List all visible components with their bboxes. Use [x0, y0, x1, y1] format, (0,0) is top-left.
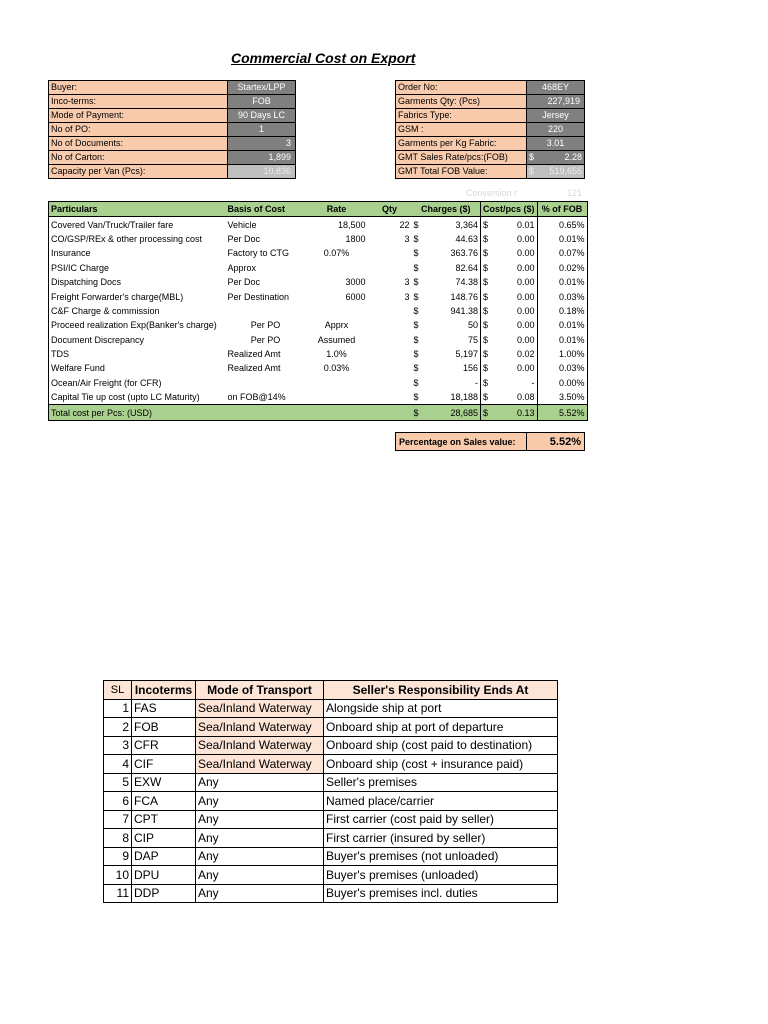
- currency-symbol: $: [413, 320, 419, 331]
- incoterm-responsibility: Seller's premises: [324, 773, 558, 792]
- cost-qty: [368, 318, 412, 332]
- info-label: GMT Total FOB Value:: [396, 165, 527, 179]
- cost-row: [49, 318, 588, 332]
- incoterm-sl: 4: [104, 755, 132, 774]
- cost-per-pcs: 0.00: [490, 304, 537, 318]
- incoterm-sl: 9: [104, 847, 132, 866]
- cost-charges: 148.76: [450, 291, 479, 302]
- currency-symbol: $: [412, 405, 421, 420]
- cost-basis: Per Destination: [227, 291, 290, 302]
- total-cost-pcs: 0.13: [490, 405, 537, 420]
- incoterm-responsibility: First carrier (cost paid by seller): [324, 810, 558, 829]
- cost-per-pcs: 0.01: [490, 217, 537, 232]
- info-row: [396, 137, 585, 151]
- info-row: [396, 165, 585, 179]
- cost-qty: [368, 246, 412, 260]
- info-label: Order No:: [396, 81, 527, 95]
- cost-rate: Apprx: [324, 320, 349, 331]
- cost-pct-fob: 0.00%: [537, 376, 587, 390]
- cost-rate: [306, 304, 368, 318]
- info-row: [49, 123, 296, 137]
- conversion-rate-value: 121: [567, 188, 583, 198]
- info-label: GMT Sales Rate/pcs:(FOB): [396, 151, 527, 165]
- currency-symbol: $: [413, 248, 419, 259]
- cost-rate: 3000: [345, 277, 366, 288]
- incoterm-mode: Sea/Inland Waterway: [196, 736, 324, 755]
- incoterm-responsibility: Buyer's premises incl. duties: [324, 884, 558, 903]
- incoterm-code: FCA: [132, 792, 196, 811]
- cost-particular: Document Discrepancy: [49, 333, 226, 347]
- info-value: FOB: [228, 95, 296, 109]
- col-qty: Qty: [368, 202, 412, 217]
- cost-row: [49, 217, 588, 232]
- cost-particular: Proceed realization Exp(Banker's charge): [49, 318, 226, 332]
- incoterm-sl: 11: [104, 884, 132, 903]
- incoterm-row: [104, 792, 558, 811]
- col-charges: Charges ($): [412, 202, 481, 217]
- cost-qty: [368, 261, 412, 275]
- info-row: [49, 165, 296, 179]
- incoterm-row: [104, 829, 558, 848]
- cost-per-pcs: 0.00: [490, 261, 537, 275]
- incoterms-header: [104, 681, 558, 700]
- cost-particular: TDS: [49, 347, 226, 361]
- col-pct-fob: % of FOB: [537, 202, 587, 217]
- cost-qty: [368, 304, 412, 318]
- total-row: [49, 405, 588, 420]
- incoterm-row: [104, 847, 558, 866]
- incoterm-mode: Sea/Inland Waterway: [196, 718, 324, 737]
- incoterm-mode: Sea/Inland Waterway: [196, 699, 324, 718]
- cost-particular: CO/GSP/REx & other processing cost: [49, 232, 226, 246]
- cost-charges: 5,197: [455, 349, 479, 360]
- cost-basis: Realized Amt: [227, 363, 281, 374]
- incoterm-code: DDP: [132, 884, 196, 903]
- incoterm-mode: Sea/Inland Waterway: [196, 755, 324, 774]
- currency-symbol: $: [481, 232, 491, 246]
- incoterm-code: EXW: [132, 773, 196, 792]
- info-row: [396, 81, 585, 95]
- cost-particular: Covered Van/Truck/Trailer fare: [49, 217, 226, 232]
- incoterm-row: [104, 866, 558, 885]
- cost-row: [49, 361, 588, 375]
- info-value: 227,919: [527, 95, 585, 109]
- info-row: [396, 109, 585, 123]
- cost-qty: [368, 347, 412, 361]
- cost-pct-fob: 0.03%: [537, 361, 587, 375]
- info-row: [49, 109, 296, 123]
- cost-rate: 0.03%: [323, 363, 350, 374]
- incoterm-sl: 10: [104, 866, 132, 885]
- incoterm-row: [104, 773, 558, 792]
- cost-pct-fob: 0.01%: [537, 333, 587, 347]
- cost-per-pcs: 0.00: [490, 275, 537, 289]
- incoterm-responsibility: Onboard ship (cost + insurance paid): [324, 755, 558, 774]
- info-row: [396, 95, 585, 109]
- cost-rate: 6000: [345, 291, 366, 302]
- incoterm-sl: 6: [104, 792, 132, 811]
- currency-symbol: $: [413, 363, 419, 374]
- cost-rate: 0.07%: [323, 248, 350, 259]
- cost-row: [49, 289, 588, 303]
- incoterm-sl: 1: [104, 699, 132, 718]
- cost-charges: 18,188: [450, 392, 479, 403]
- incoterm-responsibility: Alongside ship at port: [324, 699, 558, 718]
- col-seller-responsibility: Seller's Responsibility Ends At: [324, 681, 558, 700]
- incoterm-code: DPU: [132, 866, 196, 885]
- info-label: No of Documents:: [49, 137, 228, 151]
- incoterm-sl: 2: [104, 718, 132, 737]
- cost-charges: 50: [468, 320, 479, 331]
- cost-charges: 82.64: [455, 262, 479, 273]
- currency-symbol: $: [481, 217, 491, 232]
- info-value: 468EY: [527, 81, 585, 95]
- cost-per-pcs: -: [490, 376, 537, 390]
- info-value: 3: [228, 137, 296, 151]
- info-value: 1: [228, 123, 296, 137]
- info-value: [527, 151, 585, 165]
- info-label: GSM :: [396, 123, 527, 137]
- incoterm-row: [104, 810, 558, 829]
- cost-row: [49, 304, 588, 318]
- cost-particular: C&F Charge & commission: [49, 304, 226, 318]
- percentage-on-sales-label: Percentage on Sales value:: [396, 433, 527, 451]
- incoterm-code: FAS: [132, 699, 196, 718]
- cost-basis: Per PO: [250, 320, 281, 331]
- cost-basis: [226, 304, 306, 318]
- incoterm-mode: Any: [196, 884, 324, 903]
- cost-row: [49, 390, 588, 405]
- cost-particular: Capital Tie up cost (upto LC Maturity): [49, 390, 226, 405]
- cost-row: [49, 333, 588, 347]
- cost-basis: Per PO: [250, 334, 281, 345]
- incoterm-code: CPT: [132, 810, 196, 829]
- cost-per-pcs: 0.00: [490, 333, 537, 347]
- incoterm-row: [104, 884, 558, 903]
- info-value: 220: [527, 123, 585, 137]
- cost-pct-fob: 3.50%: [537, 390, 587, 405]
- info-value: 1,899: [228, 151, 296, 165]
- currency-symbol: $: [413, 377, 419, 388]
- order-info-right: [395, 80, 585, 179]
- cost-basis: Factory to CTG: [227, 248, 290, 259]
- cost-particular: Welfare Fund: [49, 361, 226, 375]
- cost-per-pcs: 0.00: [490, 232, 537, 246]
- currency-symbol: $: [413, 349, 419, 360]
- info-row: [49, 95, 296, 109]
- info-label: Garments per Kg Fabric:: [396, 137, 527, 151]
- cost-row: [49, 232, 588, 246]
- cost-per-pcs: 0.02: [490, 347, 537, 361]
- cost-pct-fob: 0.02%: [537, 261, 587, 275]
- cost-rate: 1800: [345, 233, 366, 244]
- cost-row: [49, 261, 588, 275]
- cost-basis: Per Doc: [227, 277, 261, 288]
- incoterm-responsibility: First carrier (insured by seller): [324, 829, 558, 848]
- incoterm-responsibility: Buyer's premises (not unloaded): [324, 847, 558, 866]
- incoterm-mode: Any: [196, 810, 324, 829]
- conversion-rate-label: Conversion r: [466, 188, 518, 198]
- cost-basis: Realized Amt: [227, 349, 281, 360]
- cost-qty: [368, 333, 412, 347]
- info-row: [396, 123, 585, 137]
- currency-symbol: $: [481, 261, 491, 275]
- col-basis: Basis of Cost: [226, 202, 306, 217]
- cost-basis: Vehicle: [227, 219, 257, 230]
- info-label: Garments Qty: (Pcs): [396, 95, 527, 109]
- cost-basis: Approx: [227, 262, 257, 273]
- incoterm-responsibility: Buyer's premises (unloaded): [324, 866, 558, 885]
- info-value: [527, 165, 585, 179]
- cost-basis: on FOB@14%: [227, 392, 286, 403]
- cost-pct-fob: 1.00%: [537, 347, 587, 361]
- info-label: Fabrics Type:: [396, 109, 527, 123]
- cost-rate: [306, 390, 368, 405]
- cost-charges: -: [475, 377, 479, 388]
- cost-table-header: [49, 202, 588, 217]
- cost-per-pcs: 0.08: [490, 390, 537, 405]
- total-label: Total cost per Pcs: (USD): [49, 405, 412, 420]
- cost-basis: Per Doc: [227, 233, 261, 244]
- currency-symbol: $: [529, 166, 535, 176]
- info-row: [396, 151, 585, 165]
- cost-pct-fob: 0.65%: [537, 217, 587, 232]
- col-cost-pcs: Cost/pcs ($): [481, 202, 538, 217]
- currency-symbol: $: [413, 392, 419, 403]
- cost-particular: Freight Forwarder's charge(MBL): [49, 289, 226, 303]
- info-row: [49, 137, 296, 151]
- info-row: [49, 151, 296, 165]
- info-value: 90 Days LC: [228, 109, 296, 123]
- cost-qty: 3: [404, 233, 410, 244]
- col-incoterms: Incoterms: [132, 681, 196, 700]
- cost-pct-fob: 0.01%: [537, 318, 587, 332]
- incoterm-mode: Any: [196, 829, 324, 848]
- cost-charges: 363.76: [450, 248, 479, 259]
- cost-qty: [368, 390, 412, 405]
- currency-symbol: $: [481, 361, 491, 375]
- total-charges: 28,685: [421, 405, 481, 420]
- sheet-title: Commercial Cost on Export: [231, 50, 416, 66]
- incoterm-mode: Any: [196, 773, 324, 792]
- info-label: Mode of Payment:: [49, 109, 228, 123]
- cost-qty: 3: [404, 277, 410, 288]
- cost-pct-fob: 0.01%: [537, 232, 587, 246]
- info-value: 3.01: [527, 137, 585, 151]
- currency-symbol: $: [481, 405, 491, 420]
- currency-symbol: $: [481, 347, 491, 361]
- info-value: 10,836: [228, 165, 296, 179]
- currency-symbol: $: [481, 390, 491, 405]
- cost-basis: [226, 376, 306, 390]
- incoterm-responsibility: Named place/carrier: [324, 792, 558, 811]
- incoterm-mode: Any: [196, 847, 324, 866]
- cost-per-pcs: 0.00: [490, 289, 537, 303]
- currency-symbol: $: [529, 152, 535, 162]
- cost-charges: 941.38: [450, 305, 479, 316]
- incoterm-mode: Any: [196, 792, 324, 811]
- incoterms-table: [103, 680, 558, 903]
- incoterm-sl: 5: [104, 773, 132, 792]
- cost-qty: 3: [404, 291, 410, 302]
- info-label: Inco-terms:: [49, 95, 228, 109]
- info-amount: 2.28: [564, 152, 582, 162]
- currency-symbol: $: [481, 318, 491, 332]
- order-info-left: [48, 80, 296, 179]
- incoterm-code: FOB: [132, 718, 196, 737]
- currency-symbol: $: [413, 262, 419, 273]
- info-label: Buyer:: [49, 81, 228, 95]
- currency-symbol: $: [413, 219, 419, 230]
- col-particulars: Particulars: [49, 202, 226, 217]
- currency-symbol: $: [413, 334, 419, 345]
- incoterm-sl: 7: [104, 810, 132, 829]
- cost-rate: [306, 376, 368, 390]
- incoterm-mode: Any: [196, 866, 324, 885]
- incoterm-responsibility: Onboard ship (cost paid to destination): [324, 736, 558, 755]
- cost-pct-fob: 0.18%: [537, 304, 587, 318]
- cost-charges: 156: [462, 363, 479, 374]
- cost-row: [49, 347, 588, 361]
- total-pct-fob: 5.52%: [537, 405, 587, 420]
- cost-particular: PSI/IC Charge: [49, 261, 226, 275]
- cost-row: [49, 376, 588, 390]
- cost-row: [49, 275, 588, 289]
- info-value: Startex/LPP: [228, 81, 296, 95]
- currency-symbol: $: [481, 333, 491, 347]
- incoterm-row: [104, 736, 558, 755]
- cost-particular: Ocean/Air Freight (for CFR): [49, 376, 226, 390]
- cost-charges: 74.38: [455, 277, 479, 288]
- incoterm-sl: 3: [104, 736, 132, 755]
- incoterm-row: [104, 718, 558, 737]
- incoterm-code: CFR: [132, 736, 196, 755]
- currency-symbol: $: [413, 233, 419, 244]
- incoterm-responsibility: Onboard ship at port of departure: [324, 718, 558, 737]
- currency-symbol: $: [481, 246, 491, 260]
- incoterm-sl: 8: [104, 829, 132, 848]
- currency-symbol: $: [413, 277, 419, 288]
- cost-particular: Insurance: [49, 246, 226, 260]
- col-rate: Rate: [306, 202, 368, 217]
- cost-rate: 18,500: [337, 219, 366, 230]
- info-row: [49, 81, 296, 95]
- cost-pct-fob: 0.07%: [537, 246, 587, 260]
- cost-rate: 1.0%: [326, 349, 347, 360]
- cost-row: [49, 246, 588, 260]
- col-mode: Mode of Transport: [196, 681, 324, 700]
- info-label: No of PO:: [49, 123, 228, 137]
- currency-symbol: $: [481, 289, 491, 303]
- cost-qty: [368, 376, 412, 390]
- percentage-on-sales-value: 5.52%: [527, 433, 585, 451]
- cost-charges: 44.63: [455, 233, 479, 244]
- cost-pct-fob: 0.01%: [537, 275, 587, 289]
- cost-rate: [306, 261, 368, 275]
- info-label: Capacity per Van (Pcs):: [49, 165, 228, 179]
- incoterm-code: DAP: [132, 847, 196, 866]
- cost-per-pcs: 0.00: [490, 318, 537, 332]
- incoterm-code: CIF: [132, 755, 196, 774]
- info-value: Jersey: [527, 109, 585, 123]
- cost-charges: 75: [468, 334, 479, 345]
- cost-qty: [368, 361, 412, 375]
- cost-per-pcs: 0.00: [490, 246, 537, 260]
- currency-symbol: $: [481, 376, 491, 390]
- cost-rate: Assumed: [317, 334, 356, 345]
- incoterm-row: [104, 699, 558, 718]
- percentage-on-sales-box: [395, 432, 585, 451]
- currency-symbol: $: [481, 304, 491, 318]
- cost-pct-fob: 0.03%: [537, 289, 587, 303]
- cost-qty: 22: [399, 219, 410, 230]
- cost-per-pcs: 0.00: [490, 361, 537, 375]
- col-sl: SL: [104, 681, 132, 700]
- cost-charges: 3,364: [455, 219, 479, 230]
- info-label: No of Carton:: [49, 151, 228, 165]
- currency-symbol: $: [481, 275, 491, 289]
- cost-particular: Dispatching Docs: [49, 275, 226, 289]
- incoterm-code: CIP: [132, 829, 196, 848]
- info-amount: 519,655: [549, 166, 582, 176]
- currency-symbol: $: [413, 291, 419, 302]
- incoterm-row: [104, 755, 558, 774]
- cost-breakdown-table: [48, 201, 588, 421]
- currency-symbol: $: [413, 305, 419, 316]
